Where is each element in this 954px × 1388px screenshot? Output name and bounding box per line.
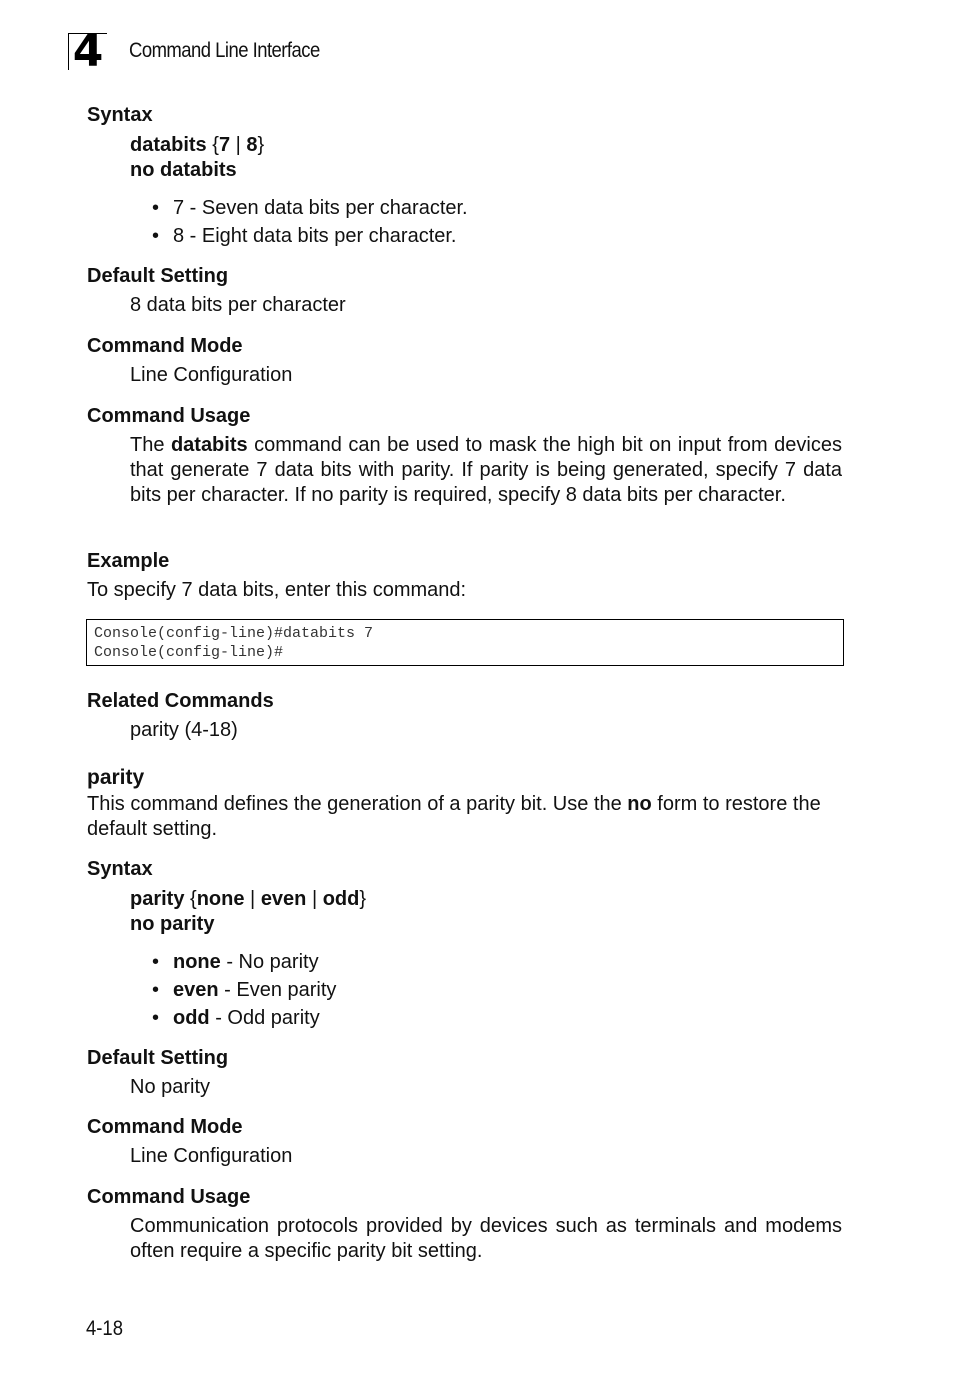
bullet-icon: • [152, 979, 160, 1001]
separator: | [230, 134, 247, 156]
list-item [152, 950, 336, 978]
databits-opt-8: 8 [246, 134, 258, 156]
list-item-desc: - No parity [220, 951, 319, 973]
parity-mode-heading: Command Mode [87, 1116, 243, 1138]
parity-section-title: parity [87, 766, 145, 789]
parity-usage-text: Communication protocols provided by devices such as terminals and modems often require a specific parity bit setting. [130, 1215, 842, 1262]
bullet-icon: • [152, 951, 160, 973]
list-item-desc: - Even parity [218, 979, 337, 1001]
parity-opt-none: none [196, 888, 245, 910]
databits-mode-text: Line Configuration [130, 364, 293, 386]
parity-default-heading: Default Setting [87, 1047, 229, 1069]
description-pre: This command defines the generation of a parity bit. Use the [87, 793, 628, 815]
brace-close: } [257, 134, 265, 156]
databits-example-heading: Example [87, 550, 170, 572]
databits-example-intro: To specify 7 data bits, enter this command: [87, 579, 467, 601]
list-item-desc: - Odd parity [209, 1007, 320, 1029]
parity-no-form: no parity [130, 913, 215, 935]
parity-cmd: parity [130, 888, 185, 910]
brace-open: { [206, 134, 219, 156]
code-line: Console(config-line)#databits 7 [94, 625, 374, 642]
parity-usage-heading: Command Usage [87, 1186, 251, 1208]
list-item-term: odd [173, 1007, 210, 1029]
parity-mode-text: Line Configuration [130, 1145, 293, 1167]
usage-text-pre: The [130, 434, 171, 456]
bullet-icon: • [152, 1007, 160, 1029]
parity-default-text: No parity [130, 1076, 211, 1098]
code-example-box [86, 619, 844, 666]
databits-default-heading: Default Setting [87, 265, 229, 287]
databits-opt-7: 7 [218, 134, 231, 156]
list-item-text: 8 - Eight data bits per character. [173, 225, 457, 247]
separator: | [306, 888, 323, 910]
databits-usage-heading: Command Usage [87, 405, 251, 427]
databits-cmd: databits [130, 134, 207, 156]
related-commands-text: parity (4-18) [130, 719, 238, 741]
parity-syntax-line [130, 887, 366, 912]
description-post: form to restore the default setting. [87, 793, 821, 840]
brace-close: } [359, 888, 367, 910]
separator: | [244, 888, 261, 910]
list-item-term: even [173, 979, 219, 1001]
related-commands-heading: Related Commands [87, 690, 274, 712]
parity-description [87, 792, 847, 842]
code-line: Console(config-line)# [94, 644, 284, 661]
list-item [152, 224, 468, 252]
parity-syntax-heading: Syntax [87, 858, 153, 880]
usage-text-keyword: databits [170, 434, 248, 456]
usage-text-post: command can be used to mask the high bit on input from devices that generate 7 data bits with parity. If parity is being generated, specify 7 data bits per character. If no parity is required, specify 8 data bits per character. [130, 434, 842, 506]
databits-usage-text [130, 433, 842, 508]
running-header-title: Command Line Interface [129, 39, 320, 62]
databits-default-text: 8 data bits per character [130, 294, 346, 316]
list-item-text: 7 - Seven data bits per character. [173, 197, 468, 219]
databits-syntax-heading: Syntax [87, 104, 153, 126]
description-keyword: no [627, 793, 652, 815]
databits-options-list [152, 196, 468, 252]
parity-options-list [152, 950, 336, 1034]
list-item [152, 196, 468, 224]
databits-syntax-line [130, 133, 264, 158]
bullet-icon: • [152, 197, 160, 219]
parity-opt-odd: odd [322, 888, 360, 910]
bullet-icon: • [152, 225, 160, 247]
databits-no-form: no databits [130, 159, 237, 181]
list-item [152, 1006, 336, 1034]
page-number: 4-18 [86, 1317, 123, 1340]
parity-opt-even: even [260, 888, 307, 910]
list-item-term: none [173, 951, 221, 973]
chapter-number-box: 4 [68, 33, 107, 70]
brace-open: { [184, 888, 197, 910]
list-item [152, 978, 336, 1006]
databits-mode-heading: Command Mode [87, 335, 243, 357]
